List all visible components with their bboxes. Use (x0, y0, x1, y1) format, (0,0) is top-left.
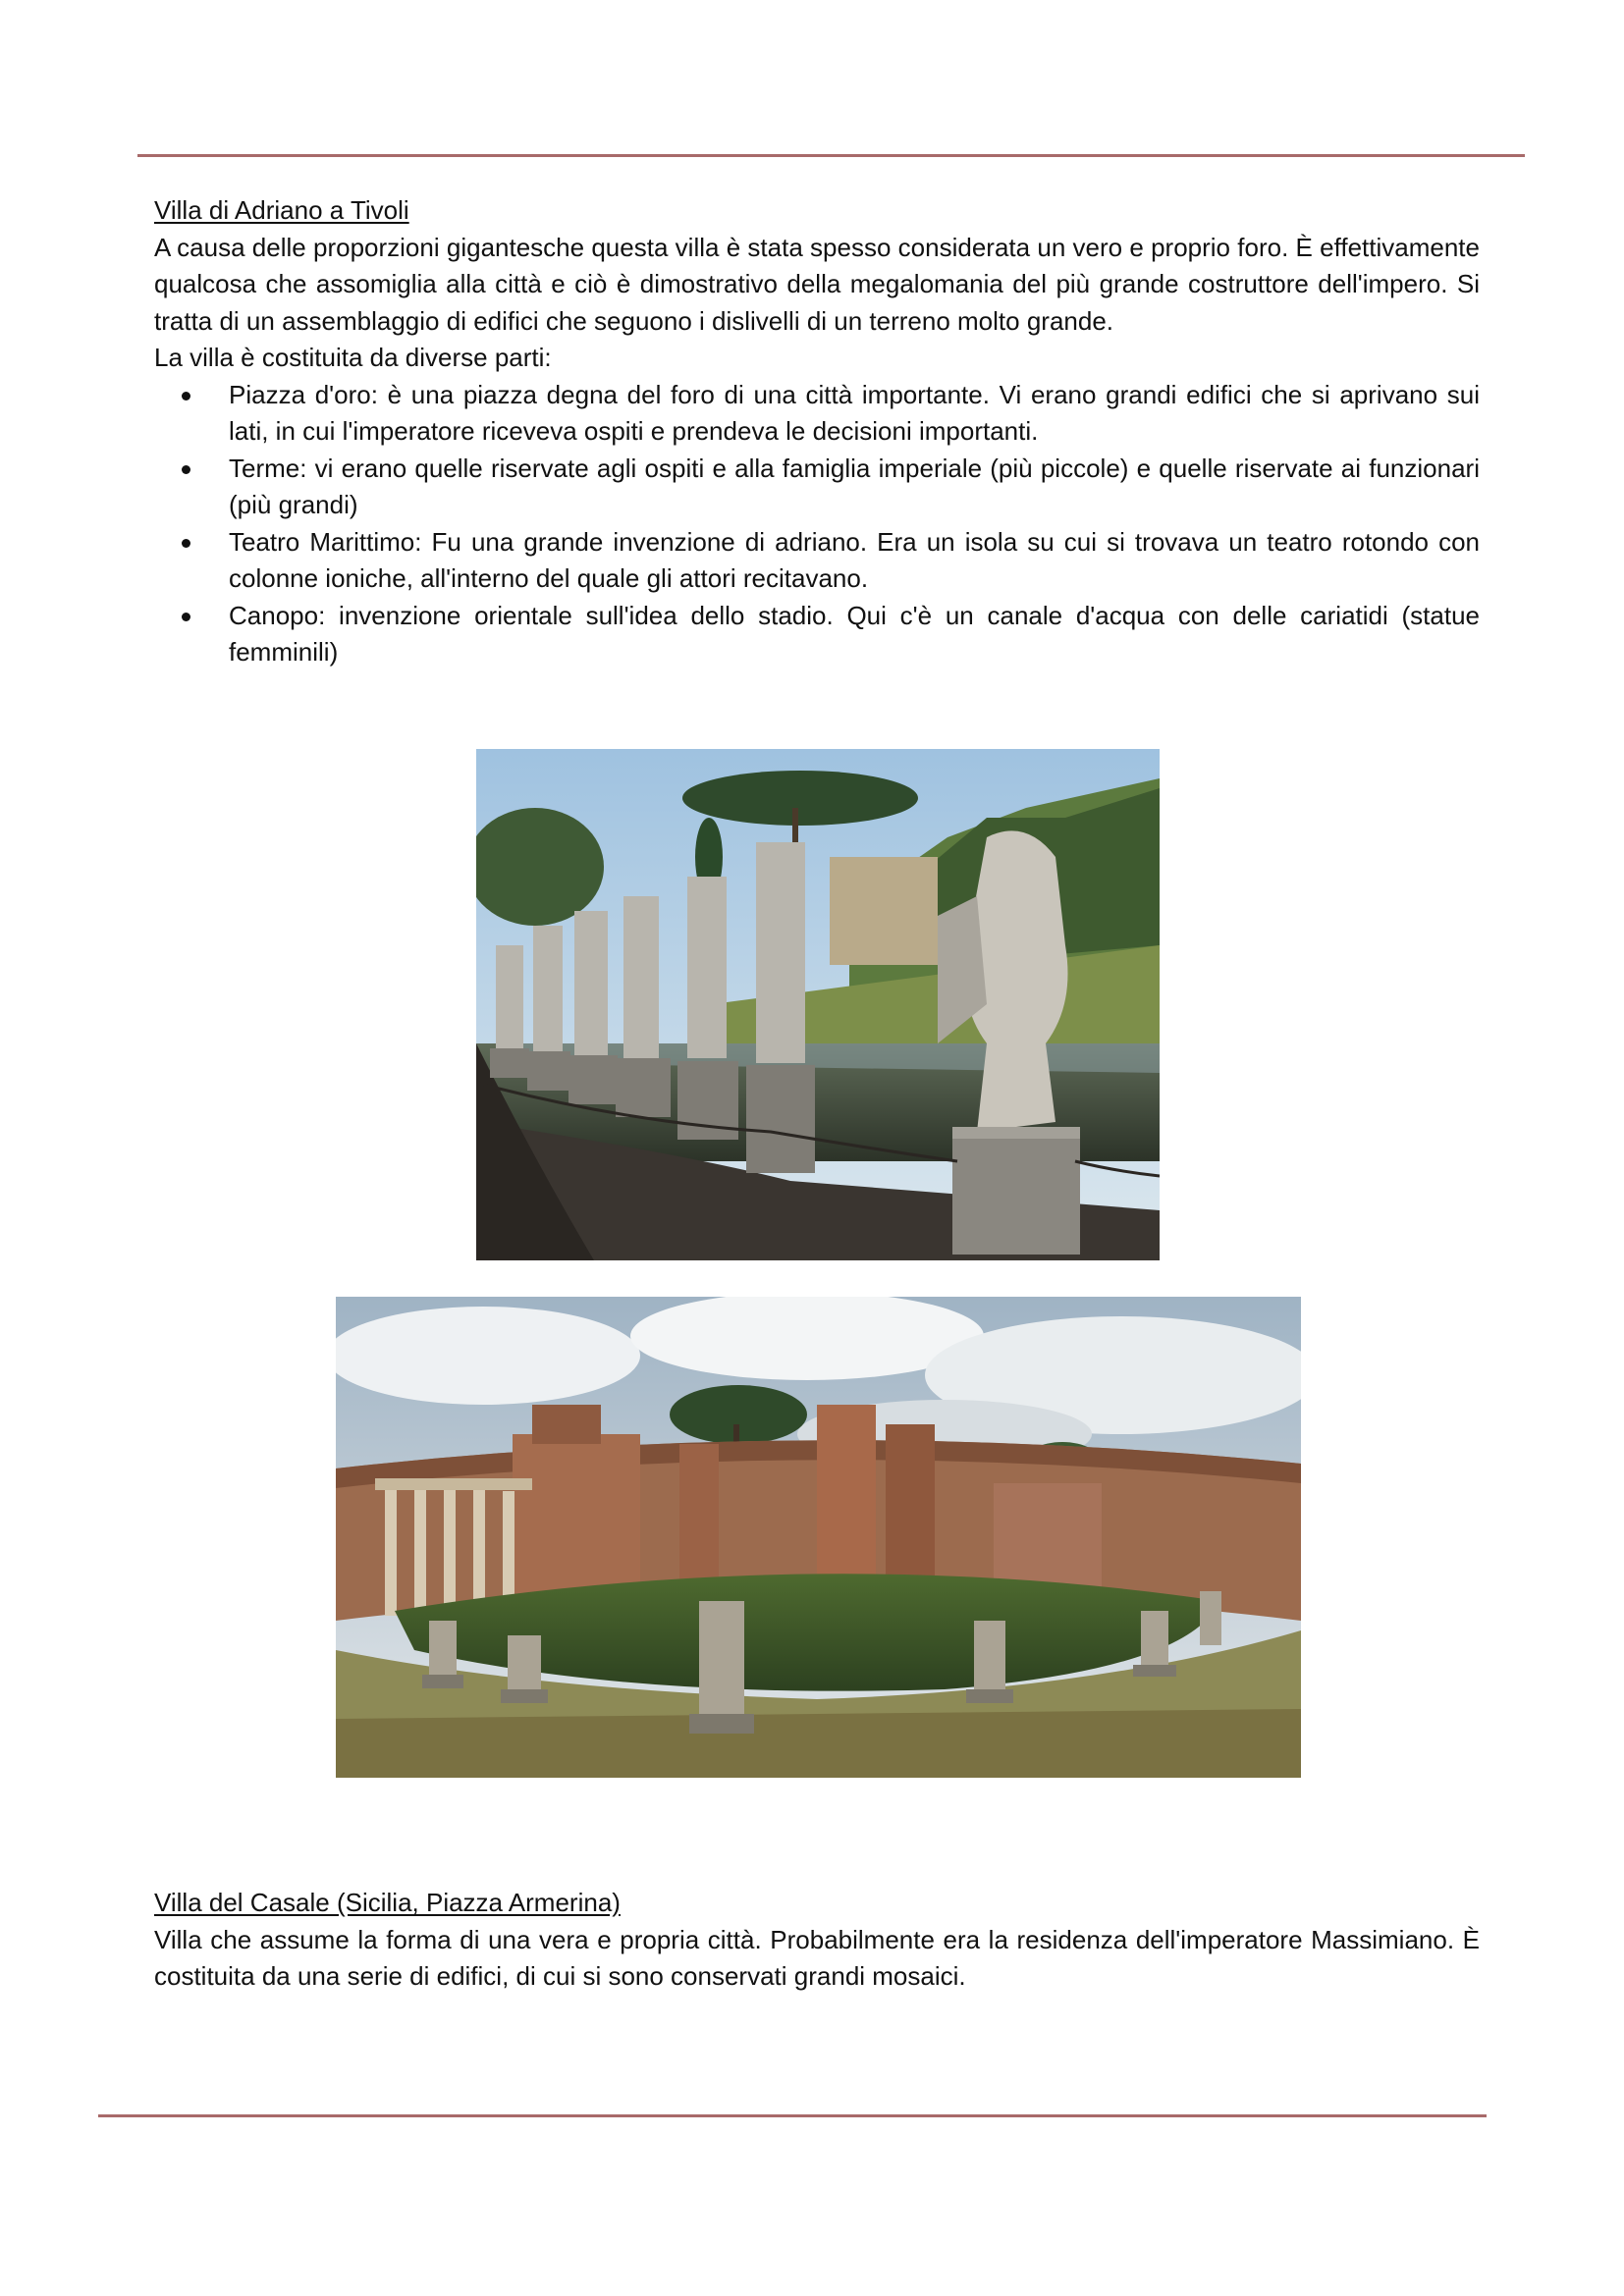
header-rule (137, 154, 1525, 157)
intro-paragraph: A causa delle proporzioni gigantesche questa villa è stata spesso considerata un vero e proprio foro. È effettivamente qualcosa che assomiglia alla città e ciò è dimostrativo della megalomania del più grande costruttore dell'impero. Si tratta di un assemblaggio di edifici che seguono i dislivelli di un terreno molto grande. (154, 232, 1480, 336)
section-villa-adriano (154, 192, 1480, 671)
list-item (154, 451, 1480, 524)
teatro-marittimo-photo (336, 1297, 1301, 1778)
list-intro: La villa è costituita da diverse parti: (154, 343, 552, 372)
list-item-text: Terme: vi erano quelle riservate agli ospiti e alla famiglia imperiale (più piccole) e quelle riservate ai funzionari (più grandi) (229, 453, 1480, 519)
section-villa-casale (154, 1885, 1480, 1996)
section-title: Villa di Adriano a Tivoli (154, 195, 409, 225)
list-item (154, 377, 1480, 451)
list-item (154, 524, 1480, 598)
bullet-icon (182, 613, 190, 621)
list-item-text: Canopo: invenzione orientale sull'idea dello stadio. Qui c'è un canale d'acqua con delle cariatidi (statue femminili) (229, 600, 1480, 667)
list-item-text: Teatro Marittimo: Fu una grande invenzione di adriano. Era un isola su cui si trovava un teatro rotondo con colonne ioniche, all'interno del quale gli attori recitavano. (229, 526, 1480, 593)
section-title: Villa del Casale (Sicilia, Piazza Armerina) (154, 1888, 621, 1917)
footer-rule (98, 2114, 1487, 2117)
bullet-icon (182, 465, 190, 474)
body-paragraph: Villa che assume la forma di una vera e propria città. Probabilmente era la residenza dell'imperatore Massimiano. È costituita da una serie di edifici, di cui si sono conservati grandi mosaici. (154, 1924, 1480, 1991)
list-item (154, 598, 1480, 671)
canopo-photo (476, 749, 1160, 1260)
bullet-icon (182, 539, 190, 548)
list-item-text: Piazza d'oro: è una piazza degna del foro di una città importante. Vi erano grandi edifici che si aprivano sui lati, in cui l'imperatore riceveva ospiti e prendeva le decisioni importanti. (229, 379, 1480, 446)
bullet-icon (182, 392, 190, 400)
parts-list (154, 377, 1480, 671)
